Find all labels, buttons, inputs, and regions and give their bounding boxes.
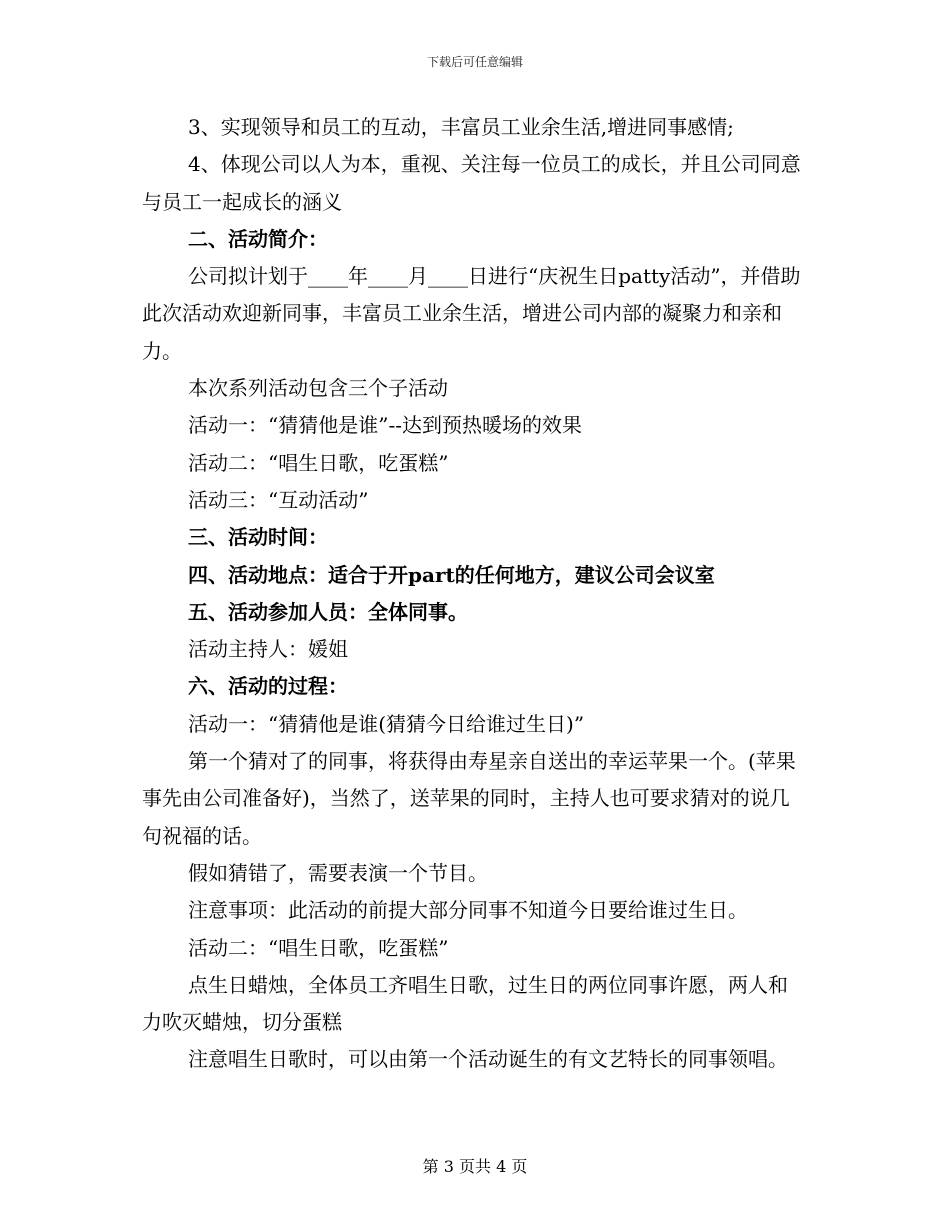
heading-activity-location: 四、活动地点：适合于开part的任何地方，建议公司会议室 — [188, 562, 715, 587]
paragraph-sub-activities: 本次系列活动包含三个子活动 — [188, 376, 448, 401]
heading-participants: 五、活动参加人员：全体同事。 — [188, 599, 468, 624]
heading-activity-intro: 二、活动简介： — [188, 226, 328, 251]
paragraph-process-activity-1: 活动一：“猜猜他是谁(猜猜今日给谁过生日)” — [188, 711, 585, 736]
paragraph-intro: 公司拟计划于____年____月____日进行“庆祝生日patty活动”，并借助此次活动欢迎新同事，丰富员工业余生活，增进公司内部的凝聚力和亲和力。 — [142, 264, 801, 363]
paragraph-activity-3: 活动三：“互动活动” — [188, 487, 369, 512]
paragraph-singing: 注意唱生日歌时，可以由第一个活动诞生的有文艺特长的同事领唱。 — [188, 1047, 788, 1072]
paragraph-guess-right: 第一个猜对了的同事，将获得由寿星亲自送出的幸运苹果一个。(苹果事先由公司准备好)，当然了，送苹果的同时，主持人也可要求猜对的说几句祝福的话。 — [142, 749, 796, 848]
paragraph-goal-3: 3、实现领导和员工的互动，丰富员工业余生活,增进同事感情; — [188, 115, 734, 139]
heading-activity-time: 三、活动时间： — [188, 525, 328, 550]
paragraph-candles: 点生日蜡烛，全体员工齐唱生日歌，过生日的两位同事许愿，两人和力吹灭蜡烛，切分蛋糕 — [142, 972, 788, 1035]
paragraph-activity-1: 活动一：“猜猜他是谁”--达到预热暖场的效果 — [188, 413, 582, 438]
paragraph-activity-2: 活动二：“唱生日歌，吃蛋糕” — [188, 450, 449, 475]
page-footer: 第 3 页共 4 页 — [422, 1157, 528, 1176]
paragraph-host: 活动主持人：媛姐 — [188, 637, 348, 662]
paragraph-process-activity-2: 活动二：“唱生日歌，吃蛋糕” — [188, 935, 449, 960]
paragraph-notes: 注意事项：此活动的前提大部分同事不知道今日要给谁过生日。 — [188, 898, 748, 923]
document-body — [142, 109, 807, 1079]
paragraph-goal-4: 4、体现公司以人为本，重视、关注每一位员工的成长，并且公司同意与员工一起成长的涵义 — [142, 152, 801, 214]
page-header: 下载后可任意编辑 — [426, 55, 523, 69]
paragraph-guess-wrong: 假如猜错了，需要表演一个节目。 — [188, 860, 488, 885]
heading-activity-process: 六、活动的过程： — [188, 674, 348, 699]
